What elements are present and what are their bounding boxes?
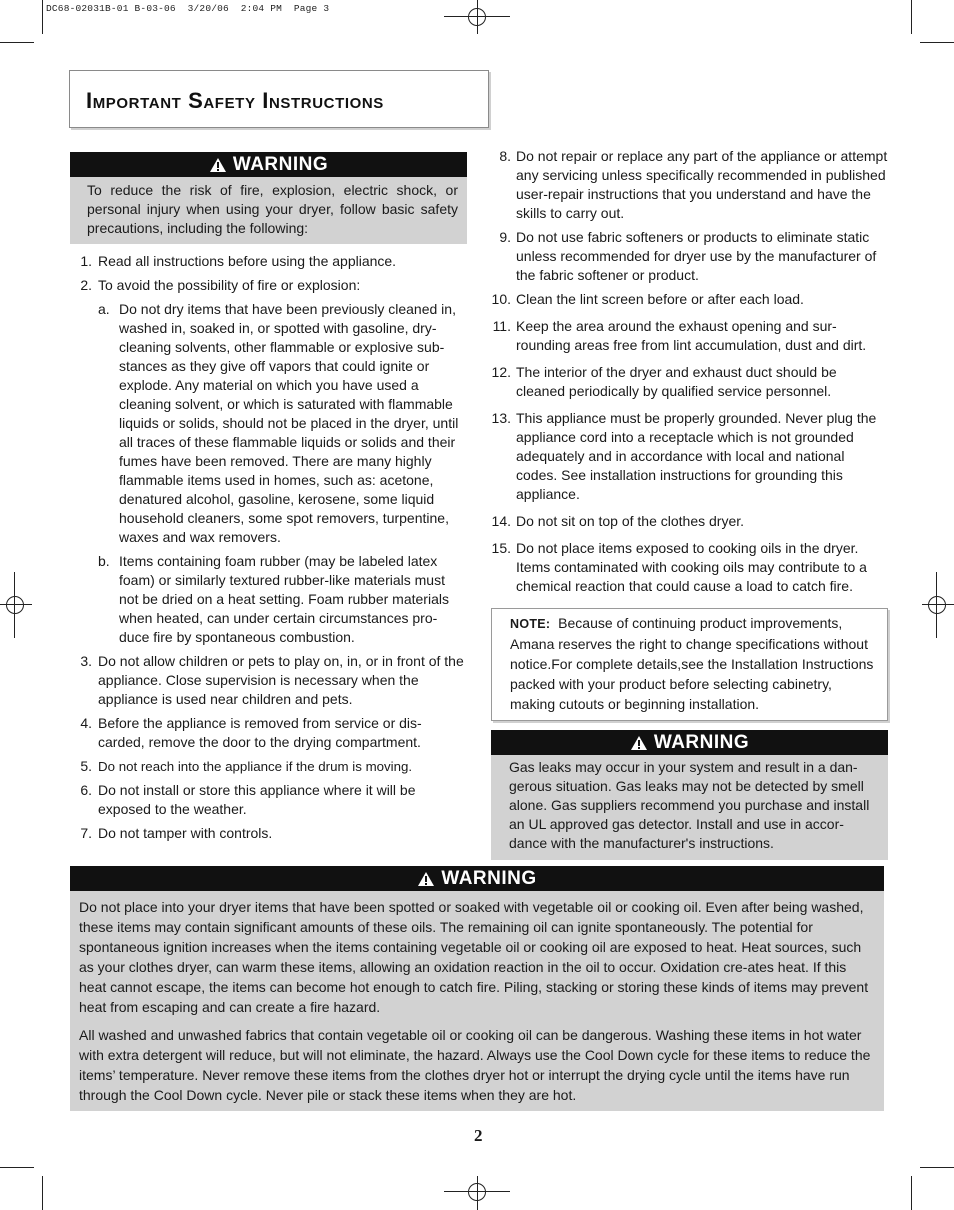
item-number: 11. <box>492 318 511 334</box>
item-text: Items containing foam rubber (may be labeled latex foam) or similarly textured rubber-like materials must not be dried on a heat setting. Foam rubber materials when heated, can under certain circumstances pro-duce fire by spontaneous combustion. <box>119 553 449 645</box>
item-text: Before the appliance is removed from service or dis-carded, remove the door to the drying compartment. <box>98 715 422 750</box>
list-item <box>70 824 467 843</box>
item-text: Clean the lint screen before or after each load. <box>516 291 804 307</box>
warning-label: WARNING <box>232 154 329 175</box>
item-text: Do not reach into the appliance if the drum is moving. <box>98 759 413 774</box>
crop-mark <box>42 0 43 34</box>
list-item <box>491 317 888 355</box>
item-number: 14. <box>491 513 511 529</box>
warning-header <box>491 730 888 755</box>
list-item <box>70 652 467 709</box>
sub-list-item <box>70 300 467 547</box>
list-item <box>491 363 888 401</box>
list-item <box>491 228 888 285</box>
list-item <box>70 252 467 271</box>
oil-warning-paragraph: Do not place into your dryer items that have been spotted or soaked with vegetable oil or cooking oil. Even after being washed, these items may contain significant amounts of these oils. The remaining oil can ignite spontaneously. The potential for spontaneous ignition increases when the items containing vegetable oil or cooking oil are exposed to heat. Heat sources, such as your clothes dryer, can warm these items, allowing an oxidation reaction in the oil to occur. Oxidation cre-ates heat. If this heat cannot escape, the items can become hot enough to catch fire. Piling, stacking or storing these kinds of items may prevent heat from escaping and can create a fire hazard. <box>79 899 869 1015</box>
list-item <box>70 757 467 776</box>
title-box <box>69 70 489 128</box>
item-text: Keep the area around the exhaust opening and sur-rounding areas free from lint accumulation, dust and dirt. <box>516 318 867 353</box>
item-number: 9. <box>499 229 511 245</box>
oil-warning-box <box>70 866 884 1111</box>
item-text: To avoid the possibility of fire or explosion: <box>98 277 361 293</box>
item-number: 6. <box>80 782 92 798</box>
crop-mark <box>920 42 954 43</box>
warning-label: WARNING <box>653 732 750 753</box>
item-text: Do not tamper with controls. <box>98 825 273 841</box>
item-text: This appliance must be properly grounded. Never plug the appliance cord into a receptacle which is not grounded adequately and in accordance with local and national codes. See installation instructions for grounding this appliance. <box>516 410 877 502</box>
warning-triangle-icon <box>630 735 648 751</box>
item-number: 1. <box>80 253 92 269</box>
intro-warning-text: To reduce the risk of fire, explosion, electric shock, or personal injury when using your dryer, follow basic safety precautions, including the following: <box>70 177 467 244</box>
list-item <box>491 539 888 596</box>
item-number: 13. <box>491 410 511 426</box>
item-number: 3. <box>80 653 92 669</box>
item-number: 5. <box>80 758 92 774</box>
item-number: 8. <box>499 148 511 164</box>
left-column <box>70 152 467 843</box>
crop-mark <box>911 0 912 34</box>
item-number: b. <box>98 553 110 569</box>
crop-mark <box>42 1176 43 1210</box>
item-text: Do not sit on top of the clothes dryer. <box>516 513 745 529</box>
item-text: Do not install or store this appliance where it will be exposed to the weather. <box>98 782 416 817</box>
note-text: Because of continuing product improvements, Amana reserves the right to change specifications without notice.For complete details,see the Installation Instructions packed with your product before selecting cabinetry, making cutouts or beginning installation. <box>510 615 874 712</box>
list-item <box>491 512 888 531</box>
item-number: 4. <box>80 715 92 731</box>
gas-warning-box <box>491 730 888 860</box>
note-label: NOTE: <box>510 617 551 631</box>
warning-triangle-icon <box>417 871 435 887</box>
item-text: Do not place items exposed to cooking oils in the dryer. Items contaminated with cooking oils may contribute to a chemical reaction that could cause a load to catch fire. <box>516 540 867 594</box>
item-text: Do not dry items that have been previously cleaned in, washed in, soaked in, or spotted with gasoline, dry-cleaning solvents, other flammable or explosive sub-stances as they give off vapors that could ignite or explode. Any material on which you have used a cleaning solvent, or which is saturated with flammable liquids or solids, should not be placed in the dryer, until all traces of these flammable liquids or solids and their fumes have been removed. There are many highly flammable items used in homes, such as: acetone, denatured alcohol, gasoline, kerosene, some liquid household cleaners, some spot removers, turpentine, waxes and wax removers. <box>119 301 459 545</box>
item-text: Do not repair or replace any part of the appliance or attempt any servicing unless specifically recommended in published user-repair instructions that you understand and have the skills to carry out. <box>516 148 888 221</box>
warning-header <box>70 866 884 891</box>
item-text: Do not use fabric softeners or products to eliminate static unless recommended for dryer use by the manufacturer of the fabric softener or product. <box>516 229 877 283</box>
warning-label: WARNING <box>441 868 537 889</box>
list-item <box>70 276 467 295</box>
list-item <box>491 290 888 309</box>
item-text: Read all instructions before using the appliance. <box>98 253 397 269</box>
note-box <box>491 608 888 721</box>
oil-warning-paragraph: All washed and unwashed fabrics that contain vegetable oil or cooking oil can be dangerous. Washing these items in hot water with extra detergent will reduce, but will not eliminate, the hazard. Always use the Cool Down cycle for these items to reduce the items’ temperature. Never remove these items from the clothes dryer hot or interrupt the drying cycle until the items have run through the Cool Down cycle. Never pile or stack these items when they are hot. <box>79 1027 871 1103</box>
warning-header <box>70 152 467 177</box>
list-item <box>491 409 888 504</box>
right-column <box>491 147 888 860</box>
crop-mark <box>0 42 34 43</box>
item-number: 7. <box>80 825 92 841</box>
item-number: 15. <box>491 540 511 556</box>
item-number: 10. <box>491 291 511 307</box>
item-number: 12. <box>491 364 511 380</box>
item-text: Do not allow children or pets to play on, in, or in front of the appliance. Close supervision is necessary when the appliance is used near children and pets. <box>98 653 464 707</box>
crop-mark <box>911 1176 912 1210</box>
sub-list-item <box>70 552 467 647</box>
warning-triangle-icon <box>209 157 227 173</box>
intro-warning-box <box>70 152 467 244</box>
page-number: 2 <box>474 1126 483 1145</box>
list-item <box>70 781 467 819</box>
oil-warning-body <box>70 891 884 1111</box>
item-text: The interior of the dryer and exhaust duct should be cleaned periodically by qualified service personnel. <box>516 364 837 399</box>
list-item <box>70 714 467 752</box>
item-number: 2. <box>80 277 92 293</box>
crop-mark <box>920 1167 954 1168</box>
print-slug: DC68-02031B-01 B-03-06 3/20/06 2:04 PM Page 3 <box>46 3 330 14</box>
list-item <box>491 147 888 223</box>
gas-warning-text: Gas leaks may occur in your system and result in a dan-gerous situation. Gas leaks may not be detected by smell alone. Gas suppliers recommend you purchase and install an UL approved gas detector. Install and use in accor-dance with the manufacturer's instructions. <box>491 755 888 860</box>
item-number: a. <box>98 301 110 317</box>
crop-mark <box>0 1167 34 1168</box>
page-title: Important Safety Instructions <box>86 88 384 113</box>
